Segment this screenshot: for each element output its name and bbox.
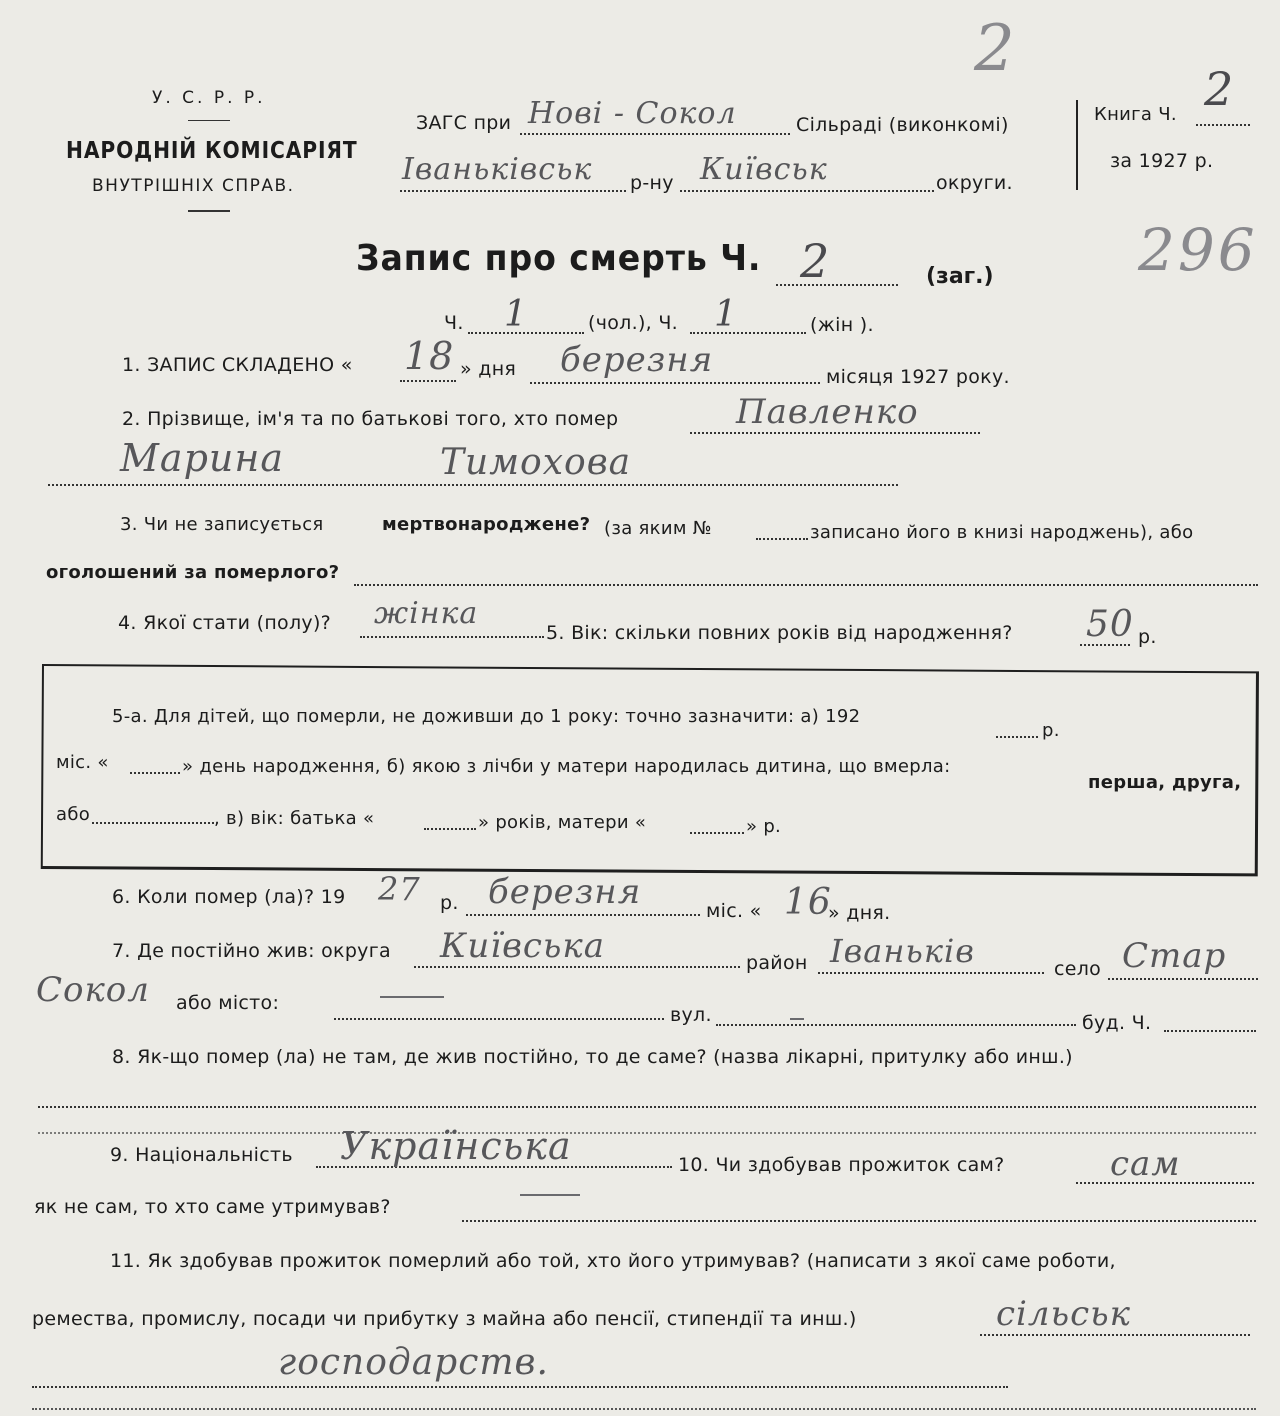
item5-label: 5. Вік: скільки повних років від народження? [546,622,1013,644]
divider [188,210,230,212]
item6-prefix: 6. Коли помер (ла)? 19 [112,886,346,908]
title-number-line [776,284,898,286]
item7-selo: село [1054,958,1102,980]
zags-prefix: ЗАГС при [416,112,512,134]
item4-line [360,636,544,638]
zags-suffix: Сільраді (виконкомі) [796,114,1009,136]
item6-r: р. [440,892,459,914]
item7-vul: вул. [670,1004,712,1026]
item1-prefix: 1. ЗАПИС СКЛАДЕНО « [122,354,353,376]
item10-label: 10. Чи здобував прожиток сам? [678,1154,1005,1176]
item8-line [38,1106,1256,1108]
book-label: Книга Ч. [1094,104,1177,125]
item11-handwritten-1: сільськ [996,1294,1131,1334]
item3-prefix: 3. Чи не записується [120,514,324,535]
item3-declared-line [354,584,1258,586]
item3-declared-dead: оголошений за померлого? [46,562,340,583]
item10b-dash [520,1194,580,1196]
item2-name-handwritten: Марина [120,436,285,480]
item5-suffix: р. [1138,626,1157,648]
female-label: (жін ). [810,314,874,336]
female-count-line [690,332,806,334]
corner-mark-top: 2 [974,12,1015,86]
male-count-prefix: Ч. [444,312,464,334]
item6-month-line [466,914,700,916]
title-number-handwritten: 2 [800,234,830,288]
infant-year-end: р. [1042,720,1060,741]
item1-day-line [400,380,456,382]
item1-day-handwritten: 18 [404,334,455,378]
district-line [400,190,626,192]
item4-handwritten: жінка [374,596,479,631]
state-name: У. С. Р. Р. [152,88,266,108]
item9-label: 9. Національність [110,1144,293,1166]
item6-month-handwritten: березня [488,872,642,912]
zags-village-handwritten: Нові - Сокол [528,96,737,131]
item1-suffix: місяця 1927 року. [826,366,1010,388]
title-suffix: (заг.) [926,264,994,289]
item3-mid2: записано його в книзі народжень), або [810,522,1194,543]
commissariat-title: НАРОДНІЙ КОМІСАРІЯТ [66,138,358,164]
infant-line3-start: або [56,804,91,825]
item6-year-handwritten: 27 [378,870,421,908]
item10b-label: як не сам, то хто саме утримував? [34,1196,391,1218]
item7-okruga-handwritten: Київська [440,926,606,966]
department-title: ВНУТРІШНІХ СПРАВ. [92,176,295,196]
male-label: (чол.), Ч. [588,312,679,334]
bottom-line [32,1408,1256,1410]
item2-label: 2. Прізвище, ім'я та по батькові того, хто помер [122,408,619,430]
item4-label: 4. Якої стати (полу)? [118,612,332,634]
item3-number-line [756,538,808,540]
item5-handwritten: 50 [1086,604,1134,645]
infant-line2: » день народження, б) якою з лічби у матери народилась дитина, що вмерла: [182,756,951,777]
item7-selo-line [1108,978,1258,980]
item7-misto-line [334,1018,664,1020]
item11-handwritten-2: господарств. [278,1342,549,1383]
infant-father-line [424,828,476,830]
infant-order-line [92,822,214,824]
infant-line3-end: » р. [746,816,782,837]
item10-handwritten: сам [1110,1144,1181,1184]
item2-name-line [48,484,898,486]
item3-mid1: (за яким № [604,518,712,539]
district-suffix: р-ну [630,172,674,194]
infant-month-line [130,772,180,774]
item7-bud: буд. Ч. [1082,1012,1152,1034]
item2-patronymic-handwritten: Тимохова [440,442,632,483]
book-number-line [1196,124,1250,126]
item7-misto: або місто: [176,992,280,1014]
archive-number: 296 [1138,216,1258,284]
item8-label: 8. Як-що помер (ла) не там, де жив постійно, то де саме? (назва лікарні, притулку або инш.) [112,1046,1073,1068]
book-year: за 1927 р. [1110,150,1214,172]
infant-line1: 5-а. Для дітей, що померли, не доживши до 1 року: точно зазначити: а) 192 [112,706,861,727]
okruga-suffix: округи. [936,172,1013,194]
item7-rayon-handwritten: Іваньків [830,932,975,970]
item7-selo-continued-handwritten: Сокол [36,970,150,1010]
item2-surname-handwritten: Павленко [736,392,919,432]
item3-stillborn: мертвонароджене? [382,514,591,535]
item7-okruga-line [414,966,740,968]
item6-suffix: » дня. [828,902,891,924]
book-bracket [1076,100,1078,190]
infant-line2-start: міс. « [56,752,109,773]
item7-prefix: 7. Де постійно жив: округа [112,940,391,962]
item2-surname-line [690,432,980,434]
male-count-handwritten: 1 [504,294,527,335]
item11-line2-dots [32,1386,1008,1388]
item7-misto-dash [380,996,444,998]
infant-mother-line [690,832,744,834]
item1-mid: » дня [460,358,517,380]
infant-father-age: , в) вік: батька « [214,808,375,829]
item1-month-handwritten: березня [560,340,714,380]
female-count-handwritten: 1 [714,294,737,335]
item7-vul-dash [790,1018,804,1020]
item6-day-handwritten: 16 [784,882,832,923]
infant-mother-age: » років, матери « [478,812,647,833]
item11-line2: ремества, промислу, посади чи прибутку з майна або пенсії, стипендії та инш.) [32,1308,857,1330]
page-title: Запис про смерть Ч. [356,238,762,279]
infant-line2-bold: перша, друга, [1088,772,1242,793]
item1-month-line [530,382,820,384]
item9-handwritten: Українська [340,1124,572,1168]
item10b-line [462,1220,1256,1222]
okruga-line [680,190,934,192]
item7-selo-handwritten: Стар [1122,936,1227,976]
okruga-handwritten: Київськ [700,152,828,187]
divider [188,120,230,121]
district-handwritten: Іваньківськ [402,152,593,187]
item7-bud-line [1164,1030,1256,1032]
item7-rayon: район [746,952,808,974]
zags-village-line [520,133,790,135]
book-number-handwritten: 2 [1204,62,1234,116]
item7-rayon-line [818,972,1044,974]
item11-line1: 11. Як здобував прожиток померлий або той, хто його утримував? (написати з якої саме роботи, [110,1250,1116,1272]
item8-line2 [38,1132,1256,1134]
infant-year-line [996,736,1038,738]
item6-mis: міс. « [706,900,762,922]
item7-vul-line [716,1024,1076,1026]
item11-line [980,1334,1250,1336]
